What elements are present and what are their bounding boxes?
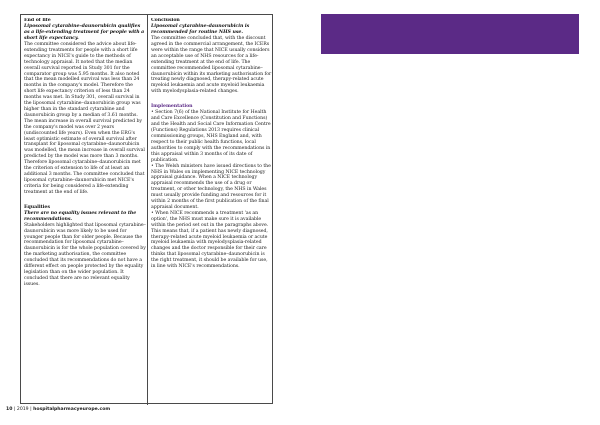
implementation-heading: Implementation: [151, 104, 193, 110]
implementation-item: • The Welsh ministers have issued directions to the NHS in Wales on implementing NICE technology appraisal guidance. When a NICE technology appraisal recommends the use of a drug or treatment, or other technology, the NHS in Wales must usually provide funding and resources for it within 2 months of the first publication of the final appraisal document.: [151, 163, 271, 210]
end-of-life-heading: End of life: [24, 18, 51, 23]
end-of-life-body: The committee considered the advice about life-extending treatments for people with a short life expectancy in NICE's guide to the methods of technology appraisal. It noted that the median overall survival reported in Study 301 for the comparator group was 5.95 months. It also noted that the mean modelled survival was less than 24 months in the company's model. Therefore the short life expectancy criterion of less than 24 months was met. In Study 301, overall survival in the liposomal cytarabine–daunorubicin group was higher than in the standard cytarabine and daunorubicin group by a median of 3.61 months. The mean increase in overall survival predicted by the company's model was over 2 years (undiscounted life years). Even when the ERG's least optimistic estimate of overall survival after transplant for liposomal cytarabine–daunorubicin was modelled, the mean increase in overall survival predicted by the model was more than 3 months. Therefore liposomal cytarabine–daunorubicin met the criterion of extension to life of at least an additional 3 months. The committee concluded that liposomal cytarabine–daunorubicin met NICE's criteria for being considered a life-extending treatment at the end of life.: [24, 42, 145, 195]
left-column: [24, 18, 146, 402]
implementation-item: • When NICE recommends a treatment 'as an option', the NHS must make sure it is available within the period set out in the paragraphs above. This means that, if a patient has newly diagnosed, therapy-related acute myeloid leukaemia or acute myeloid leukaemia with myelodysplasia-related changes and the doctor responsible for their care thinks that liposomal cytarabine–daunorubicin is the right treatment, it should be available for use, in line with NICE's recommendations.: [151, 210, 269, 270]
footer-separator: |: [30, 407, 32, 412]
implementation-item: • Section 7(6) of the National Institute for Health and Care Excellence (Constitution and Functions) and the Health and Social Care Information Centre (Functions) Regulations 2013 requires clinical commissioning groups, NHS England and, with respect to their public health functions, local authorities to comply with the recommendations in this appraisal within 3 months of its date of publication.: [151, 110, 271, 163]
end-of-life-lead: Liposomal cytarabine–daunorubicin qualifies as a life-extending treatment for people with a short life expectancy.: [24, 24, 145, 42]
website-link[interactable]: hospitalpharmacyeurope.com: [33, 407, 111, 412]
equalities-lead: There are no equality issues relevant to the recommendations.: [24, 210, 137, 222]
issue-year: 2019: [16, 407, 29, 412]
right-column: [151, 18, 273, 402]
footer-separator: |: [13, 407, 16, 412]
column-divider: [147, 15, 148, 405]
conclusion-body: The committee concluded that, with the discount agreed in the commercial arrangement, the ICERs were within the range that NICE usually considers an acceptable use of NHS resources for a life-extending treatment at the end of life. The committee recommended liposomal cytarabine–daunorubicin within its marketing authorisation for treating newly diagnosed, therapy-related acute myeloid leukaemia and acute myeloid leukaemia with myelodysplasia-related changes.: [151, 36, 272, 95]
section-gap: [151, 95, 273, 104]
conclusion-heading: Conclusion: [151, 18, 180, 23]
article-page: [20, 14, 273, 404]
section-gap: [24, 196, 146, 205]
page-number: 10: [6, 407, 13, 412]
equalities-heading: Equalities: [24, 204, 50, 210]
conclusion-lead: Liposomal cytarabine–daunorubicin is recommended for routine NHS use.: [151, 24, 250, 36]
purple-header-block: [321, 14, 579, 54]
page-footer: [6, 406, 110, 414]
equalities-body: Stakeholders highlighted that liposomal cytarabine–daunorubicin was more likely to be used for younger people than for older people. Because the recommendation for liposomal cytarabine–daunorubicin is for the whole population covered by the marketing authorisation, the committee concluded that its recommendations do not have a different effect on people protected by the equality legislation than on the wider population. It concluded that there are no relevant equality issues.: [24, 222, 146, 287]
